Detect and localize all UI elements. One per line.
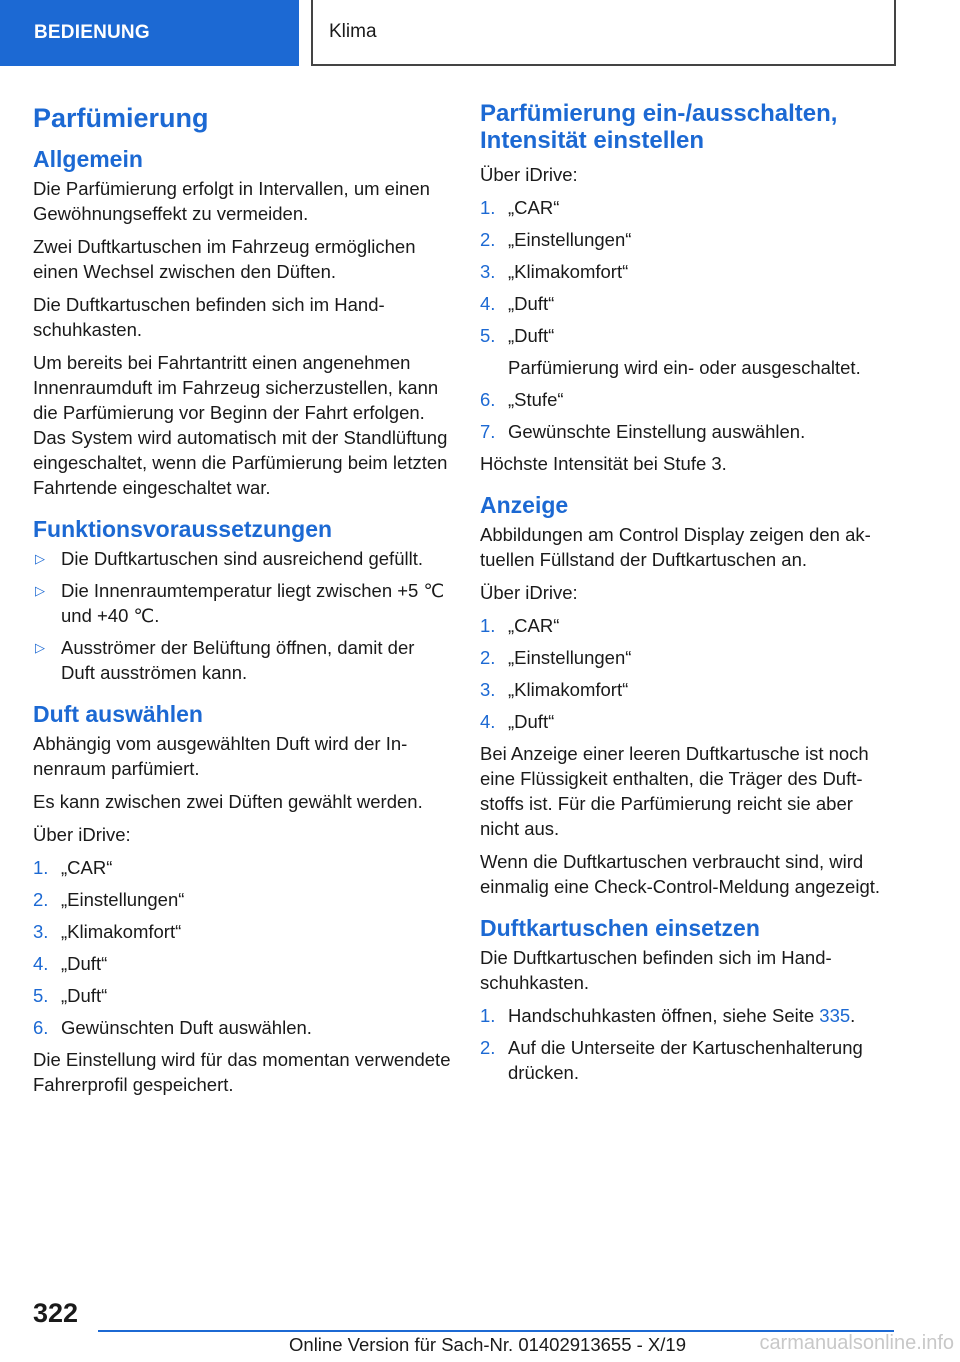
page-number: 322	[33, 1298, 79, 1328]
list-item-text: Ausströmer der Belüftung öffnen, damit der Duft ausströmen kann.	[61, 637, 415, 683]
triangle-bullet-icon: ▷	[35, 583, 45, 598]
page-reference-link[interactable]: 335	[819, 1005, 851, 1026]
step-text-end: .	[850, 1005, 856, 1026]
list-item-text: Die Innenraumtemperatur liegt zwischen +5 ℃ und +40 ℃.	[61, 580, 445, 626]
step-item	[480, 645, 890, 670]
step-text: „Duft“	[508, 293, 555, 314]
paragraph: Abbildungen am Control Display zeigen den aktuellen Füllstand der Duftkartuschen an.	[480, 524, 871, 570]
page-title: Parfümierung	[33, 103, 209, 133]
steps-list	[480, 613, 890, 734]
step-text: „CAR“	[508, 197, 560, 218]
left-column	[33, 100, 451, 1105]
paragraph: Die Parfümierung erfolgt in Intervallen, um einen Gewöhnungseffekt zu vermeiden.	[33, 178, 430, 224]
step-subtext: Parfümierung wird ein- oder ausgeschaltet.	[508, 357, 861, 378]
heading-allgemein: Allgemein	[33, 146, 143, 172]
step-text: „CAR“	[508, 615, 560, 636]
step-text: „Duft“	[61, 985, 108, 1006]
step-item	[480, 1035, 890, 1085]
step-text: „Einstellungen“	[61, 889, 185, 910]
paragraph: Wenn die Duftkartuschen verbraucht sind, wird einmalig eine Check-Control-Meldung angezeigt.	[480, 851, 881, 897]
paragraph: Höchste Intensität bei Stufe 3.	[480, 453, 727, 474]
step-text: „Klimakomfort“	[508, 679, 629, 700]
paragraph: Die Einstellung wird für das momentan verwendete Fahrerprofil gespeichert.	[33, 1049, 451, 1095]
step-text: „Klimakomfort“	[508, 261, 629, 282]
paragraph: Über iDrive:	[480, 164, 578, 185]
paragraph: Die Duftkartuschen befinden sich im Handschuhkasten.	[33, 294, 385, 340]
step-number: 1.	[480, 197, 496, 218]
section-label: BEDIENUNG	[34, 22, 150, 43]
list-item	[33, 635, 451, 685]
step-item	[480, 195, 890, 220]
paragraph: Bei Anzeige einer leeren Duftkartusche ist noch eine Flüssigkeit enthalten, die Träger des Duftstoffs ist. Für die Parfümierung reicht sie aber nicht aus.	[480, 743, 869, 839]
step-text: Gewünschten Duft auswählen.	[61, 1017, 312, 1038]
heading-duft-auswaehlen: Duft auswählen	[33, 701, 203, 727]
step-text: Auf die Unterseite der Kartuschenhalterung drücken.	[508, 1037, 863, 1083]
paragraph: Die Duftkartuschen befinden sich im Handschuhkasten.	[480, 947, 832, 993]
step-item	[33, 919, 451, 944]
step-number: 4.	[33, 953, 49, 974]
requirements-list	[33, 546, 451, 685]
step-item	[480, 291, 890, 316]
list-item	[33, 546, 451, 571]
step-number: 3.	[33, 921, 49, 942]
heading-funktionsvoraussetzungen: Funktionsvoraussetzungen	[33, 516, 333, 542]
list-item-text: Die Duftkartuschen sind ausreichend gefüllt.	[61, 548, 423, 569]
step-item	[33, 1015, 451, 1040]
step-text: „Duft“	[61, 953, 108, 974]
step-item	[480, 613, 890, 638]
step-number: 2.	[480, 229, 496, 250]
watermark: carmanualsonline.info	[759, 1332, 954, 1354]
step-number: 2.	[480, 1037, 496, 1058]
heading-line: Parfümierung ein-/ausschalten,	[480, 100, 838, 127]
step-item	[480, 419, 890, 444]
step-text: „Duft“	[508, 711, 555, 732]
triangle-bullet-icon: ▷	[35, 640, 45, 655]
paragraph: Um bereits bei Fahrtantritt einen angenehmen Innenraumduft im Fahrzeug sicherzustellen, kann die Parfümierung vor Beginn der Fahrt erfolgen. Das System wird automatisch mit der Standlüftung eingeschaltet, wenn die Parfümierung beim letzten Fahrtende eingeschaltet war.	[33, 352, 448, 498]
list-item	[33, 578, 451, 628]
heading-line: Intensität einstellen	[480, 127, 705, 154]
steps-list	[480, 1003, 890, 1085]
steps-list	[33, 855, 451, 1040]
step-number: 3.	[480, 679, 496, 700]
step-number: 4.	[480, 293, 496, 314]
step-number: 2.	[33, 889, 49, 910]
step-item	[33, 855, 451, 880]
step-number: 5.	[480, 325, 496, 346]
step-number: 7.	[480, 421, 496, 442]
heading-ein-ausschalten	[480, 100, 890, 154]
step-number: 1.	[33, 857, 49, 878]
step-text: „Einstellungen“	[508, 229, 632, 250]
step-item	[33, 887, 451, 912]
step-number: 6.	[480, 389, 496, 410]
step-text: „Einstellungen“	[508, 647, 632, 668]
paragraph: Abhängig vom ausgewählten Duft wird der Innenraum parfümiert.	[33, 733, 408, 779]
step-item	[480, 387, 890, 412]
step-number: 6.	[33, 1017, 49, 1038]
step-number: 1.	[480, 1005, 496, 1026]
step-item	[33, 951, 451, 976]
section-tab	[0, 0, 299, 66]
heading-duftkartuschen-einsetzen: Duftkartuschen einsetzen	[480, 915, 760, 941]
step-text: „Duft“	[508, 325, 555, 346]
paragraph: Über iDrive:	[33, 824, 131, 845]
step-text: „Klimakomfort“	[61, 921, 182, 942]
step-item	[480, 227, 890, 252]
step-number: 5.	[33, 985, 49, 1006]
chapter-label: Klima	[329, 21, 377, 42]
step-text: „CAR“	[61, 857, 113, 878]
step-item	[480, 1003, 890, 1028]
step-text: Handschuhkasten öffnen, siehe Seite	[508, 1005, 820, 1026]
steps-list	[480, 195, 890, 444]
step-number: 3.	[480, 261, 496, 282]
step-item	[480, 709, 890, 734]
right-column	[480, 100, 890, 1092]
step-item	[480, 323, 890, 380]
step-text: Gewünschte Einstellung auswählen.	[508, 421, 806, 442]
footer-text: Online Version für Sach-Nr. 01402913655 - X/19	[289, 1334, 686, 1355]
heading-anzeige: Anzeige	[480, 492, 569, 518]
paragraph: Es kann zwischen zwei Düften gewählt werden.	[33, 791, 423, 812]
step-text: „Stufe“	[508, 389, 564, 410]
step-number: 2.	[480, 647, 496, 668]
triangle-bullet-icon: ▷	[35, 551, 45, 566]
paragraph: Zwei Duftkartuschen im Fahrzeug ermöglichen einen Wechsel zwischen den Düften.	[33, 236, 416, 282]
step-item	[480, 677, 890, 702]
chapter-tab	[311, 0, 896, 66]
paragraph: Über iDrive:	[480, 582, 578, 603]
step-number: 1.	[480, 615, 496, 636]
step-item	[33, 983, 451, 1008]
step-number: 4.	[480, 711, 496, 732]
step-item	[480, 259, 890, 284]
